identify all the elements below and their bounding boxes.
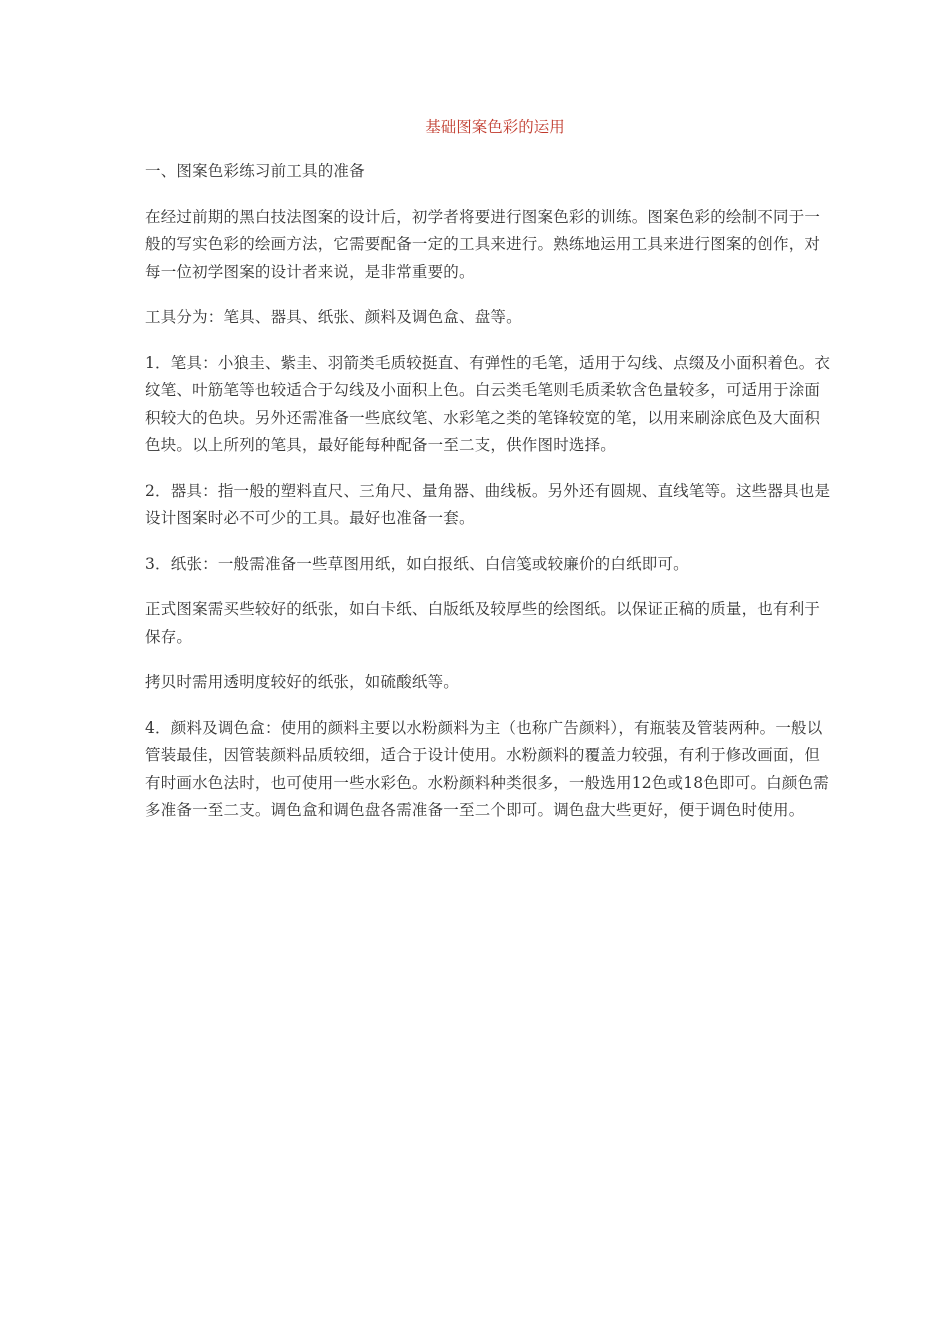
document-title: 基础图案色彩的运用 [425, 118, 565, 136]
paragraph-intro: 在经过前期的黑白技法图案的设计后，初学者将要进行图案色彩的训练。图案色彩的绘制不同于一般的写实色彩的绘画方法，它需要配备一定的工具来进行。熟练地运用工具来进行图案的创作，对每一位初学图案的设计者来说，是非常重要的。 [145, 207, 821, 281]
document-page [145, 114, 835, 843]
paragraph-paper: 3．纸张：一般需准备一些草图用纸，如白报纸、白信笺或较廉价的白纸即可。 [145, 554, 689, 573]
paragraph-copy-paper: 拷贝时需用透明度较好的纸张，如硫酸纸等。 [145, 673, 460, 691]
paragraph-instruments: 2．器具：指一般的塑料直尺、三角尺、量角器、曲线板。另外还有圆规、直线笔等。这些器具也是设计图案时必不可少的工具。最好也准备一套。 [145, 481, 831, 527]
paragraph-paints: 4．颜料及调色盒：使用的颜料主要以水粉颜料为主（也称广告颜料），有瓶装及管装两种。一般以管装最佳，因管装颜料品质较细，适合于设计使用。水粉颜料的覆盖力较强，有利于修改画面，但有时画水色法时，也可使用一些水彩色。水粉颜料种类很多，一般选用12色或18色即可。白颜色需多准备一至二支。调色盒和调色盘各需准备一至二个即可。调色盘大些更好，便于调色时使用。 [145, 718, 829, 819]
section-heading: 一、图案色彩练习前工具的准备 [145, 162, 365, 180]
paragraph-brushes: 1．笔具：小狼圭、紫圭、羽箭类毛质较挺直、有弹性的毛笔，适用于勾线、点缀及小面积着色。衣纹笔、叶筋笔等也较适合于勾线及小面积上色。白云类毛笔则毛质柔软含色量较多，可适用于涂面积较大的色块。另外还需准备一些底纹笔、水彩笔之类的笔锋较宽的笔，以用来刷涂底色及大面积色块。以上所列的笔具，最好能每种配备一至二支，供作图时选择。 [145, 353, 831, 454]
paragraph-tools: 工具分为：笔具、器具、纸张、颜料及调色盒、盘等。 [145, 308, 522, 326]
paragraph-formal-paper: 正式图案需买些较好的纸张，如白卡纸、白版纸及较厚些的绘图纸。以保证正稿的质量，也有利于保存。 [145, 600, 821, 646]
